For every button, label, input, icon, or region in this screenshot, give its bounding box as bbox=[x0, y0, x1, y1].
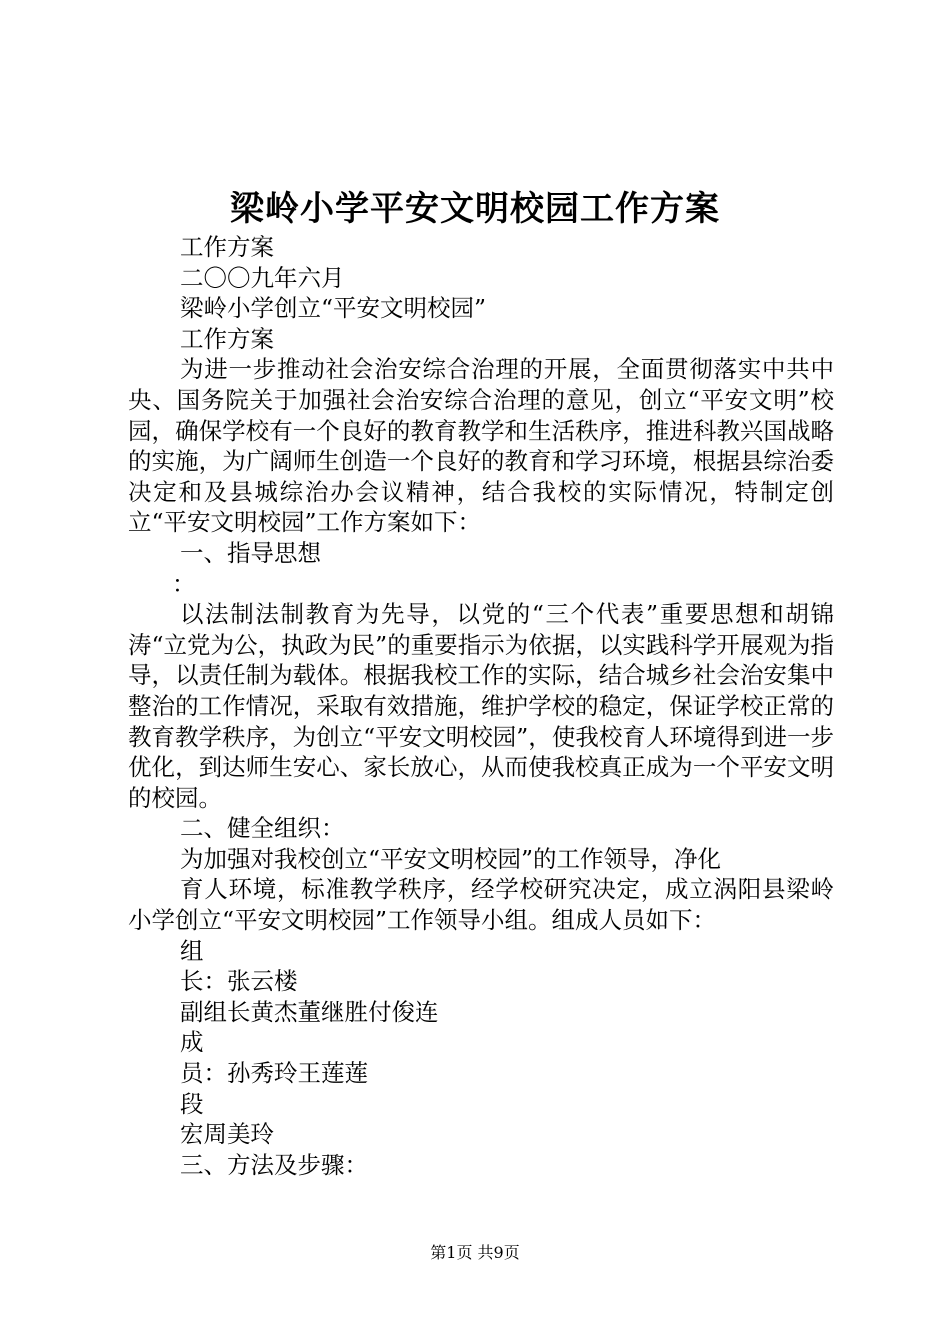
member-line: 宏周美玲 bbox=[180, 1120, 274, 1149]
section1-colon: ： bbox=[172, 569, 196, 598]
doc-line-3: 梁岭小学创立“平安文明校园” bbox=[180, 294, 487, 323]
section2-paragraph: 育人环境，标准教学秩序，经学校研究决定，成立涡阳县梁岭小学创立“平安文明校园”工作领导小组。组成人员如下： bbox=[128, 875, 834, 935]
member-line: 长：张云楼 bbox=[180, 967, 298, 996]
member-line: 副组长黄杰董继胜付俊连 bbox=[180, 997, 439, 1026]
section1-heading: 一、指导思想 bbox=[180, 538, 321, 567]
member-line: 员：孙秀玲王莲莲 bbox=[180, 1059, 368, 1088]
doc-date-line: 二〇〇九年六月 bbox=[180, 263, 345, 292]
doc-line-4: 工作方案 bbox=[180, 324, 274, 353]
doc-line-1: 工作方案 bbox=[180, 233, 274, 261]
member-line: 段 bbox=[180, 1089, 204, 1118]
section2-heading: 二、健全组织： bbox=[180, 814, 345, 843]
page-number: 第1页 共9页 bbox=[430, 1243, 520, 1262]
section2-line1: 为加强对我校创立“平安文明校园”的工作领导，净化 bbox=[180, 844, 722, 873]
member-line: 成 bbox=[180, 1028, 204, 1057]
document-body bbox=[128, 232, 834, 1180]
section1-paragraph: 以法制法制教育为先导，以党的“三个代表”重要思想和胡锦涛“立党为公，执政为民”的重要指示为依据，以实践科学开展观为指导，以责任制为载体。根据我校工作的实际，结合城乡社会治安集中整治的工作情况，采取有效措施，维护学校的稳定，保证学校正常的教育教学秩序，为创立“平安文明校园”，使我校育人环境得到进一步优化，到达师生安心、家长放心，从而使我校真正成为一个平安文明的校园。 bbox=[128, 600, 834, 812]
document-title: 梁岭小学平安文明校园工作方案 bbox=[230, 189, 720, 229]
intro-paragraph: 为进一步推动社会治安综合治理的开展，全面贯彻落实中共中央、国务院关于加强社会治安综合治理的意见，创立“平安文明”校园，确保学校有一个良好的教育教学和生活秩序，推进科教兴国战略的实施，为广阔师生创造一个良好的教育和学习环境，根据县综治委决定和及县城综治办会议精神，结合我校的实际情况，特制定创立“平安文明校园”工作方案如下： bbox=[128, 355, 834, 537]
section3-heading: 三、方法及步骤： bbox=[180, 1150, 368, 1179]
member-line: 组 bbox=[180, 936, 204, 965]
